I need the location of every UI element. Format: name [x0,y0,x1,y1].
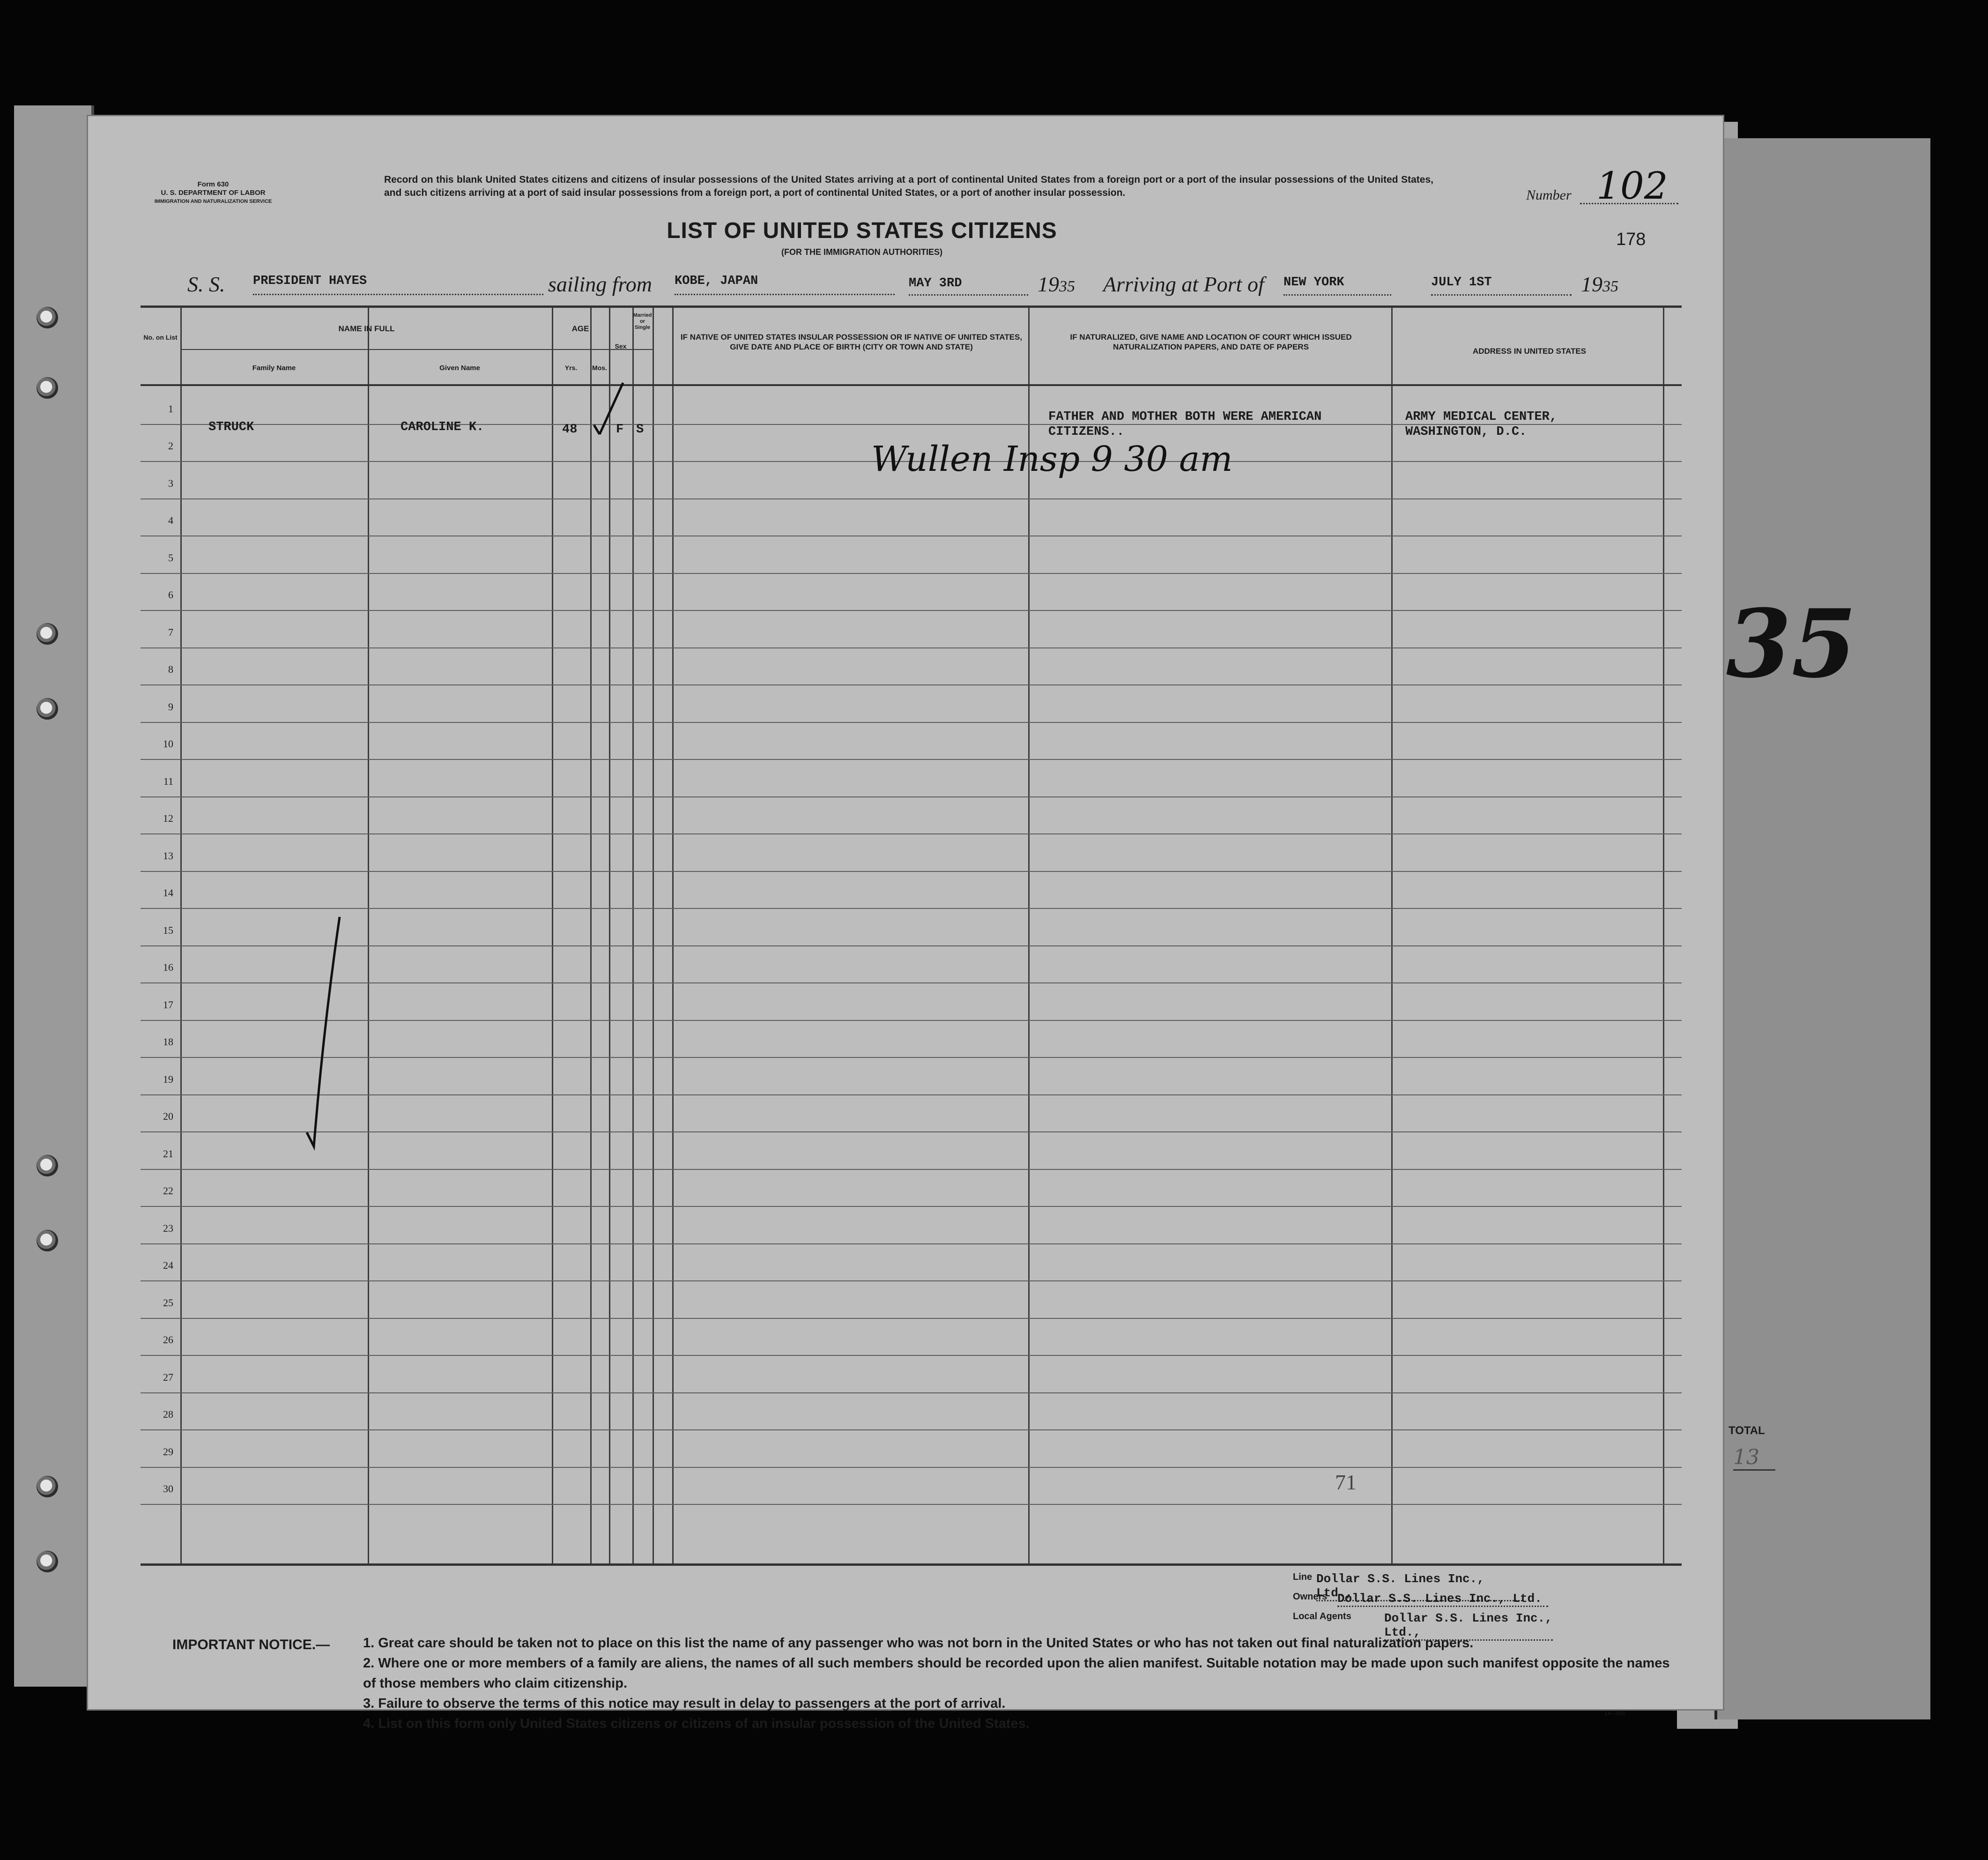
table-row-line [141,759,1682,760]
entry-address-line2: WASHINGTON, D.C. [1405,425,1527,439]
header-sex: Sex [615,342,627,350]
header-family-name: Family Name [252,364,296,372]
table-row-line [141,498,1682,499]
row-number: 16 [163,961,173,973]
tally-mark-icon [295,912,351,1156]
row-number: 6 [168,589,173,601]
row-number: 18 [163,1036,173,1048]
row-number: 8 [168,663,173,675]
background-page-right [1714,138,1930,1719]
owners-row [1293,1592,1668,1611]
table-row-line [141,982,1682,983]
header-address: ADDRESS IN UNITED STATES [1472,347,1587,356]
sheet-number: 178 [1616,230,1646,249]
ss-label: S. S. [187,272,225,296]
owners-value: Dollar S.S. Lines Inc., Ltd. [1337,1592,1548,1607]
arrival-port: NEW YORK [1283,275,1391,296]
number-value: 102 [1596,164,1668,208]
check-mark-icon [590,378,632,444]
row-number: 21 [163,1147,173,1160]
table-row-line [141,722,1682,723]
margin-number: 71 [1335,1470,1357,1494]
number-label: Number [1526,187,1572,203]
table-row-line [141,1169,1682,1170]
binder-hole [37,377,58,399]
table-row-line [141,1280,1682,1281]
row-number: 25 [163,1296,173,1309]
row-number: 22 [163,1185,173,1197]
binder-hole [37,307,58,328]
print-code: 14—608 [1604,1710,1626,1717]
background-page-left [14,105,94,1687]
binder-hole [37,623,58,645]
carrier-info [1293,1572,1668,1639]
binder-hole [37,698,58,720]
entry-naturalized-line1: FATHER AND MOTHER BOTH WERE AMERICAN [1048,410,1322,424]
departure-year: 1935 [1038,272,1075,296]
arriving-label: Arriving at Port of [1103,272,1264,296]
binder-hole [37,1230,58,1251]
inspector-note: Wullen Insp 9 30 am [871,439,1233,479]
table-row-line [141,610,1682,611]
row-number: 2 [168,440,173,452]
side-total-label: TOTAL [1728,1424,1765,1437]
table-row-line [141,1467,1682,1468]
entry-sex: F [616,423,624,437]
arrival-date: JULY 1ST [1431,275,1572,296]
form-number: Form 630 [197,180,229,188]
department-name: U. S. DEPARTMENT OF LABOR [161,189,266,197]
row-number: 17 [163,998,173,1011]
header-married-single: Married or Single [633,312,652,330]
notice-item-2: 2. Where one or more members of a family are aliens, the names of all such members should be recorded upon the alien manifest. Suitable notation may be made upon such manifest opposite the names of those members who claim citizenship. [363,1656,1670,1691]
row-number: 11 [163,775,173,787]
owners-label: Owners [1293,1592,1328,1602]
header-given-name: Given Name [439,364,480,372]
entry-marital-status: S [636,423,644,437]
row-number: 26 [163,1334,173,1346]
row-number: 4 [168,514,173,526]
row-number: 9 [168,700,173,713]
table-row-line [141,1057,1682,1058]
table-row-line [141,1131,1682,1132]
row-number: 10 [163,738,173,750]
table-row-line [141,871,1682,872]
row-number: 12 [163,812,173,824]
row-number: 23 [163,1222,173,1234]
form-id-block [134,180,293,206]
line-value: Dollar S.S. Lines Inc., Ltd., [1316,1572,1522,1601]
entry-given-name: CAROLINE K. [401,420,484,434]
side-total-value: 13 [1733,1445,1775,1471]
notice-item-1: 1. Great care should be taken not to place on this list the name of any passenger who was not born in the United States or who has not taken out final naturalization papers. [363,1636,1474,1651]
page-title: LIST OF UNITED STATES CITIZENS [667,218,1057,243]
header-age-yrs: Yrs. [564,364,578,372]
header-naturalized: IF NATURALIZED, GIVE NAME AND LOCATION OF COURT WHICH ISSUED NATURALIZATION PAPERS, AND DATE OF PAPERS [1070,333,1352,351]
header-name-in-full: NAME IN FULL [338,324,395,333]
row-number: 15 [163,924,173,936]
entry-address-line1: ARMY MEDICAL CENTER, [1405,410,1558,424]
line-label: Line [1293,1572,1313,1582]
row-number: 19 [163,1073,173,1085]
notice-item-4: 4. List on this form only United States citizens or citizens of an insular possession of the United States. [363,1716,1030,1731]
sailing-from-label: sailing from [548,272,652,296]
header-no-on-list: No. on List [143,334,178,341]
entry-naturalized-line2: CITIZENS.. [1048,425,1125,439]
table-row-line [141,1243,1682,1244]
intro-text: Record on this blank United States citizens and citizens of insular possessions of the United States arriving at a port of continental United States from a foreign port or a port of the insular possessions of the United States, and such citizens arriving at a port of said insular possessions from a foreign port, a port of continental United States, or a port of another insular possession. [384,174,1433,198]
table-row-line [141,796,1682,797]
table-row-line [141,1429,1682,1430]
entry-family-name: STRUCK [208,420,254,434]
notice-title: IMPORTANT NOTICE.— [172,1637,330,1652]
service-name: IMMIGRATION AND NATURALIZATION SERVICE [154,199,272,204]
notice-list [363,1633,1670,1734]
row-number: 14 [163,887,173,899]
entry-age-yrs: 48 [562,423,578,437]
row-number: 3 [168,477,173,489]
table-row-line [141,1392,1682,1393]
binder-hole [37,1155,58,1176]
row-number: 20 [163,1110,173,1122]
arrival-year: 1935 [1581,272,1618,296]
departure-port: KOBE, JAPAN [675,274,895,295]
departure-date: MAY 3RD [909,276,1028,296]
ship-name: PRESIDENT HAYES [253,274,543,295]
binder-hole [37,1551,58,1572]
notice-item-3: 3. Failure to observe the terms of this notice may result in delay to passengers at the port of arrival. [363,1696,1006,1711]
table-row-line [141,1020,1682,1021]
number-field [1526,164,1685,208]
row-number: 13 [163,849,173,862]
table-row-line [141,684,1682,685]
binder-hole [37,1476,58,1497]
header-age-mos: Mos. [592,364,607,372]
table-row-line [141,833,1682,834]
table-row-line [141,908,1682,909]
table-row-line [141,647,1682,648]
row-number: 29 [163,1445,173,1458]
agents-value: Dollar S.S. Lines Inc., Ltd., [1384,1611,1553,1641]
row-number: 1 [168,402,173,415]
row-number: 5 [168,551,173,564]
passenger-table [141,305,1682,1566]
table-row-line [141,1355,1682,1356]
table-row-line [141,1206,1682,1207]
row-number: 27 [163,1371,173,1383]
header-age: AGE [571,324,589,333]
agents-label: Local Agents [1293,1611,1351,1622]
table-row-line [141,573,1682,574]
page-subtitle: (FOR THE IMMIGRATION AUTHORITIES) [781,247,942,257]
row-number: 28 [163,1408,173,1420]
agents-row [1293,1611,1668,1639]
table-row-line [141,1094,1682,1095]
row-number: 30 [163,1483,173,1495]
header-birth: IF NATIVE OF UNITED STATES INSULAR POSSESSION OR IF NATIVE OF UNITED STATES, GIVE DATE AND PLACE OF BIRTH (CITY OR TOWN AND STATE) [680,333,1023,351]
row-number: 7 [168,626,173,638]
row-number: 24 [163,1259,173,1271]
table-row-line [141,945,1682,946]
side-page-number: 35 [1726,589,1857,699]
table-row-line [141,1318,1682,1319]
table-row-line [141,1504,1682,1505]
